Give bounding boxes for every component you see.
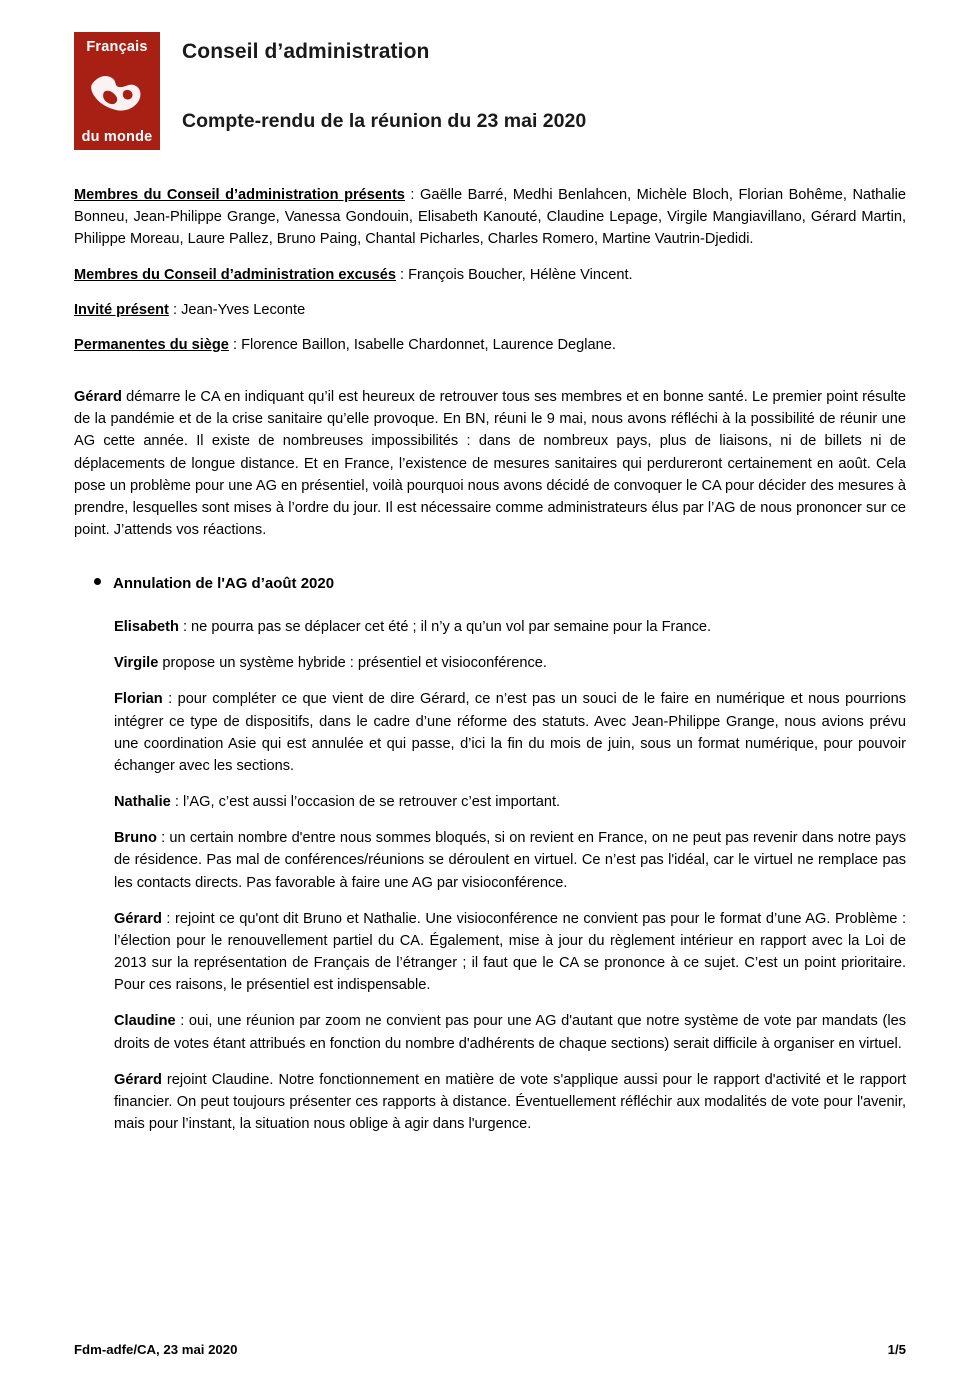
speaker-name: Nathalie [114,794,171,811]
speaker-name: Gérard [114,1071,162,1088]
speech-text: : ne pourra pas se déplacer cet été ; il n’y a qu’un vol par semaine pour la France. [178,619,712,636]
attendance-list [74,184,906,356]
bullet-icon [94,578,101,585]
speech-item [114,688,906,777]
attendance-row [74,264,906,286]
paragraph-text: démarre le CA en indiquant qu’il est heureux de retrouver tous ses membres et en bonne santé. Le premier point résulte de la pandémie et de la crise sanitaire qu’elle provoque. En BN, réuni le 9 mai, nous avons réfléchi à la possibilité de réunir une AG cette année. Il existe de nombreuses impossibilités : dans de nombreux pays, plus de liaisons, ni de billets ni de déplacements de longue distance. Et en France, l’existence de mesures sanitaires qui perdureront certainement en août. Cela pose un problème pour une AG en présentiel, voilà pourquoi nous avons décidé de convoquer le CA pour décider des mesures à prendre, lesquelles sont mises à l’ordre du jour. Il est nécessaire comme administrateurs élus par l’AG de nous prononcer sur ce point. J’attends vos réactions. [74,389,906,539]
speech-text: : rejoint ce qu'ont dit Bruno et Nathalie. Une visioconférence ne convient pas pour le format d’une AG. Problème : l’élection pour le renouvellement partiel du CA. Également, mise à jour du règlement intérieur en rapport avec la Loi de 2013 sur la représentation de Français de l’étranger ; il faut que le CA se prononce à ce sujet. C’est un point prioritaire. Pour ces raisons, le présentiel est indispensable. [114,910,906,994]
paragraph [74,386,906,541]
speech-text: propose un système hybride : présentiel et visioconférence. [158,655,547,672]
attendance-row [74,184,906,251]
attendance-separator: : [228,336,242,353]
attendance-label: Membres du Conseil d’administration présents [74,187,405,203]
attendance-row [74,334,906,356]
speech-item [114,652,906,674]
document-header [74,32,906,150]
speech-item [114,908,906,997]
page-title: Conseil d’administration [182,40,430,63]
speech-text: : un certain nombre d'entre nous sommes bloqués, si on revient en France, on ne peut pas revenir dans notre pays de résidence. Pas mal de conférences/réunions se déroulent en virtuel. Ce n’est pas l'idéal, car le virtuel ne remplace pas les contacts directs. Pas favorable à faire une AG par visioconférence. [114,830,906,891]
speaker-name: Elisabeth [114,619,179,636]
attendance-separator: : [404,187,420,203]
attendance-value: Gaëlle Barré, Medhi Benlahcen, Michèle Bloch, Florian Bohême, Nathalie Bonneu, Jean-Philippe Grange, Vanessa Gondouin, Elisabeth Kanouté, Claudine Lepage, Virgile Mangiavillano, Gérard Martin, Philippe Moreau, Laure Pallez, Bruno Paing, Chantal Picharles, Charles Romero, Martine Vautrin-Djedidi. [74,187,907,248]
speech-item [114,1069,906,1136]
document-body [74,184,906,1135]
attendance-row [74,299,906,321]
speech-item [114,827,906,894]
attendance-value: Jean-Yves Leconte [181,301,306,318]
speech-text: : oui, une réunion par zoom ne convient pas pour une AG d'autant que notre système de vote par mandats (les droits de votes étant attribués en fonction du nombre d'adhérents de chaque sections) serait difficile à organiser en virtuel. [114,1013,906,1052]
speech-item [114,1010,906,1054]
globe-icon [86,62,148,120]
logo-top-text: Français [86,39,148,55]
attendance-value: Florence Baillon, Isabelle Chardonnet, Laurence Deglane. [241,336,616,353]
section-heading-label: Annulation de l'AG d’août 2020 [113,575,335,593]
speaker-name: Virgile [114,655,159,672]
speech-item [114,616,906,638]
title-block [182,32,586,133]
attendance-label: Invité présent [74,301,169,318]
organization-logo [74,32,160,150]
footer-left: Fdm-adfe/CA, 23 mai 2020 [74,1342,238,1357]
intro-paragraph [74,386,906,541]
attendance-separator: : [395,266,409,283]
footer-page-number: 1/5 [887,1342,906,1357]
attendance-label: Permanentes du siège [74,336,229,353]
agenda-section [74,573,906,1135]
page-subtitle: Compte-rendu de la réunion du 23 mai 2020 [182,110,587,132]
speaker-name: Gérard [114,910,162,927]
page-footer [74,1342,906,1357]
speech-item [114,791,906,813]
logo-bottom-text: du monde [81,129,153,145]
speaker-name: Florian [114,691,163,708]
speaker-name: Claudine [114,1013,176,1030]
attendance-value: François Boucher, Hélène Vincent. [408,266,633,283]
speech-list [74,616,906,1135]
speech-text: : pour compléter ce que vient de dire Gérard, ce n’est pas un souci de le faire en numérique et nous pourrions intégrer ce type de dispositifs, dans le cadre d’une réforme des statuts. Avec Jean-Philippe Grange, nous avions prévu une coordination Asie qui est annulée et qui passe, d’ici la fin du mois de juin, sous un format numérique, pour pouvoir échanger avec les sections. [114,691,906,774]
speaker-name: Bruno [114,830,157,847]
speech-text: rejoint Claudine. Notre fonctionnement en matière de vote s'applique aussi pour le rapport d'activité et le rapport financier. On peut toujours présenter ces rapports à distance. Éventuellement réfléchir aux modalités de vote pour l'avenir, mais pour l’instant, la situation nous oblige à agir dans l'urgence. [114,1071,906,1133]
speech-text: : l’AG, c’est aussi l’occasion de se retrouver c’est important. [170,794,561,811]
section-heading [94,573,906,596]
attendance-label: Membres du Conseil d’administration excusés [74,266,396,283]
speaker-name: Gérard [74,389,122,406]
attendance-separator: : [168,301,182,318]
